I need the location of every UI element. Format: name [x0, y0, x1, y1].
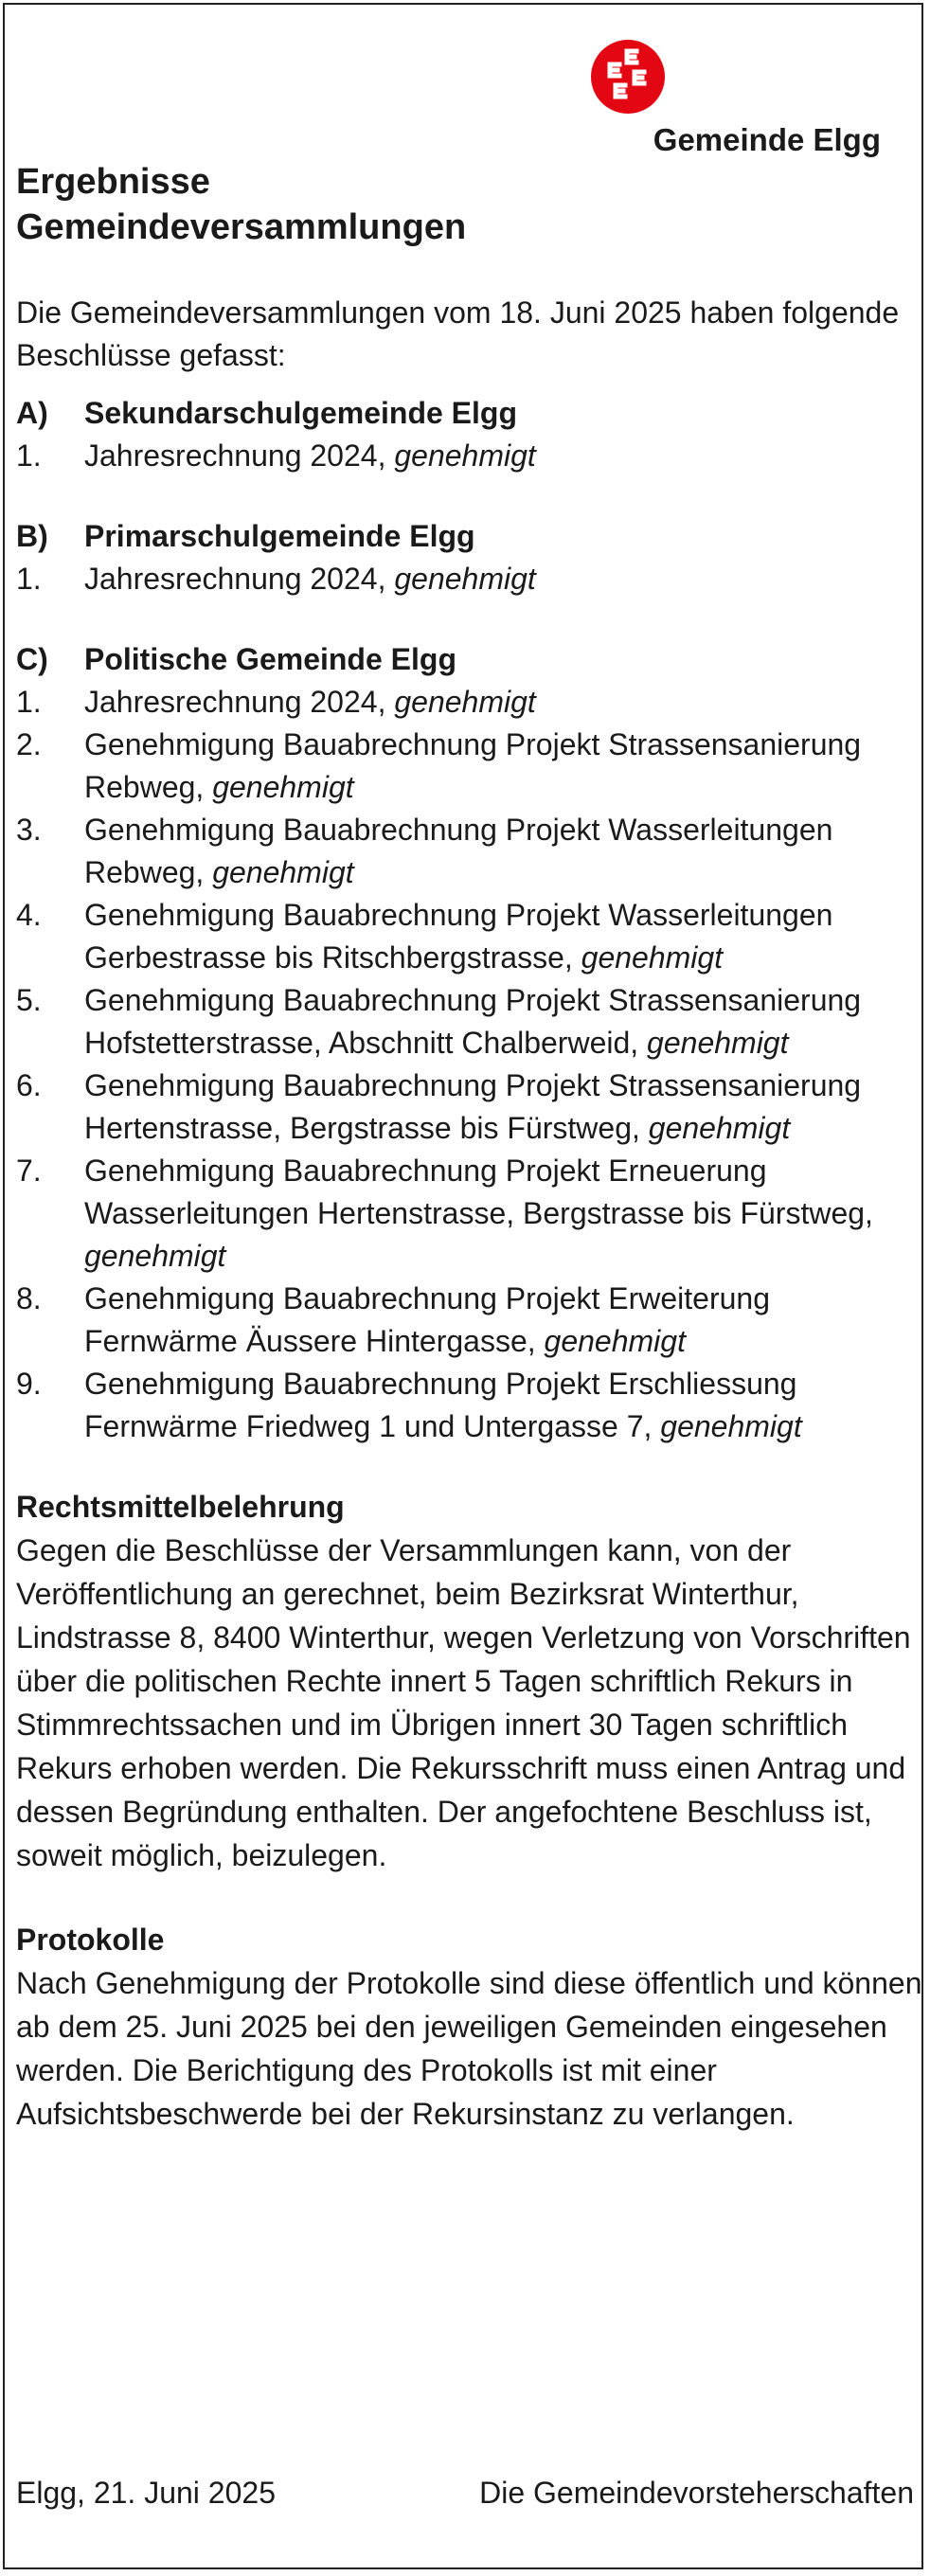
- item-text: [84, 1363, 923, 1448]
- list-item: [16, 724, 923, 809]
- item-text: [84, 979, 923, 1064]
- rechtsmittel-block: [16, 1486, 923, 1877]
- protokolle-block: [16, 1919, 923, 2136]
- section: [16, 638, 923, 1448]
- item-number: 8.: [16, 1281, 42, 1315]
- signature: Die Gemeindevorsteherschaften: [479, 2476, 914, 2510]
- list-item: [16, 1363, 923, 1448]
- section-name: Politische Gemeinde Elgg: [84, 642, 456, 676]
- item-text: [84, 1064, 923, 1150]
- list-item: [16, 894, 923, 979]
- item-number: 5.: [16, 983, 42, 1017]
- item-text: [84, 724, 923, 809]
- intro-text: Die Gemeindeversammlungen vom 18. Juni 2025 haben folgende Beschlüsse gefasst:: [16, 295, 900, 372]
- item-description: Genehmigung Bauabrechnung Projekt Wasserleitungen Rebweg,: [84, 813, 833, 889]
- footer: [16, 2472, 914, 2514]
- item-status: genehmigt: [212, 770, 354, 804]
- item-status: genehmigt: [581, 940, 724, 975]
- item-number: 3.: [16, 813, 42, 847]
- item-number: 6.: [16, 1068, 42, 1102]
- item-number: 9.: [16, 1367, 42, 1401]
- item-status: genehmigt: [394, 685, 536, 719]
- section-heading: [16, 515, 923, 558]
- item-description: Jahresrechnung 2024,: [84, 685, 395, 719]
- item-text: [84, 809, 923, 894]
- item-description: Genehmigung Bauabrechnung Projekt Strassensanierung Hertenstrasse, Bergstrasse bis Fürstweg,: [84, 1068, 862, 1145]
- item-text: [84, 894, 923, 979]
- section: [16, 515, 923, 600]
- item-status: genehmigt: [394, 562, 536, 596]
- item-description: Genehmigung Bauabrechnung Projekt Strassensanierung Hofstetterstrasse, Abschnitt Chalberweid,: [84, 983, 862, 1060]
- list-item: [16, 809, 923, 894]
- section-heading: [16, 392, 923, 435]
- title-line-2: Gemeindeversammlungen: [16, 207, 467, 247]
- item-number: 4.: [16, 898, 42, 932]
- document-content: [16, 159, 923, 2177]
- item-status: genehmigt: [84, 1239, 226, 1273]
- section-letter: C): [16, 642, 48, 676]
- sections-list: [16, 392, 923, 1448]
- item-description: Genehmigung Bauabrechnung Projekt Erneuerung Wasserleitungen Hertenstrasse, Bergstrasse bis Fürstweg,: [84, 1154, 873, 1230]
- section-name: Sekundarschulgemeinde Elgg: [84, 396, 517, 430]
- list-item: [16, 1150, 923, 1278]
- item-number: 1.: [16, 685, 42, 719]
- item-number: 7.: [16, 1154, 42, 1188]
- title-line-1: Ergebnisse: [16, 162, 210, 202]
- item-description: Genehmigung Bauabrechnung Projekt Wasserleitungen Gerbestrasse bis Ritschbergstrasse,: [84, 898, 833, 975]
- section-name: Primarschulgemeinde Elgg: [84, 519, 475, 553]
- list-item: [16, 435, 923, 477]
- item-text: [84, 681, 923, 724]
- item-text: [84, 1150, 923, 1278]
- item-number: 2.: [16, 727, 42, 761]
- gemeinde-elgg-logo-icon: [589, 38, 667, 116]
- item-description: Jahresrechnung 2024,: [84, 562, 395, 596]
- item-text: [84, 435, 923, 477]
- item-text: [84, 1278, 923, 1363]
- item-description: Jahresrechnung 2024,: [84, 438, 395, 473]
- page-title: [16, 159, 923, 250]
- list-item: [16, 681, 923, 724]
- list-item: [16, 558, 923, 600]
- section-heading: [16, 638, 923, 681]
- item-status: genehmigt: [394, 438, 536, 473]
- item-number: 1.: [16, 562, 42, 596]
- rechtsmittel-body: Gegen die Beschlüsse der Versammlungen kann, von der Veröffentlichung an gerechnet, beim Bezirksrat Winterthur, Lindstrasse 8, 8400 Winterthur, wegen Verletzung von Vorschriften über die politischen Rechte innert 5 Tagen schriftlich Rekurs in Stimmrechtssachen und im Übrigen innert 30 Tagen schriftlich Rekurs erhoben werden. Die Rekursschrift muss einen Antrag und dessen Begründung enthalten. Der angefochtene Beschluss ist, soweit möglich, beizulegen.: [16, 1533, 911, 1872]
- logo-name: Gemeinde Elgg: [653, 122, 881, 157]
- protokolle-heading: Protokolle: [16, 1923, 165, 1957]
- list-item: [16, 1278, 923, 1363]
- item-number: 1.: [16, 438, 42, 473]
- item-status: genehmigt: [212, 855, 354, 889]
- item-status: genehmigt: [544, 1324, 686, 1358]
- item-description: Genehmigung Bauabrechnung Projekt Erschliessung Fernwärme Friedweg 1 und Untergasse 7,: [84, 1367, 797, 1443]
- list-item: [16, 1064, 923, 1150]
- item-description: Genehmigung Bauabrechnung Projekt Strassensanierung Rebweg,: [84, 727, 862, 804]
- section-letter: B): [16, 519, 48, 553]
- item-status: genehmigt: [660, 1409, 802, 1443]
- place-date: Elgg, 21. Juni 2025: [16, 2476, 276, 2510]
- section-letter: A): [16, 396, 48, 430]
- rechtsmittel-heading: Rechtsmittelbelehrung: [16, 1490, 345, 1524]
- protokolle-body: Nach Genehmigung der Protokolle sind diese öffentlich und können ab dem 25. Juni 2025 bei den jeweiligen Gemeinden eingesehen werden. Die Berichtigung des Protokolls ist mit einer Aufsichtsbeschwerde bei der Rekursinstanz zu verlangen.: [16, 1966, 922, 2131]
- section: [16, 392, 923, 477]
- item-status: genehmigt: [648, 1111, 791, 1145]
- item-description: Genehmigung Bauabrechnung Projekt Erweiterung Fernwärme Äussere Hintergasse,: [84, 1281, 771, 1358]
- item-text: [84, 558, 923, 600]
- list-item: [16, 979, 923, 1064]
- item-status: genehmigt: [647, 1026, 789, 1060]
